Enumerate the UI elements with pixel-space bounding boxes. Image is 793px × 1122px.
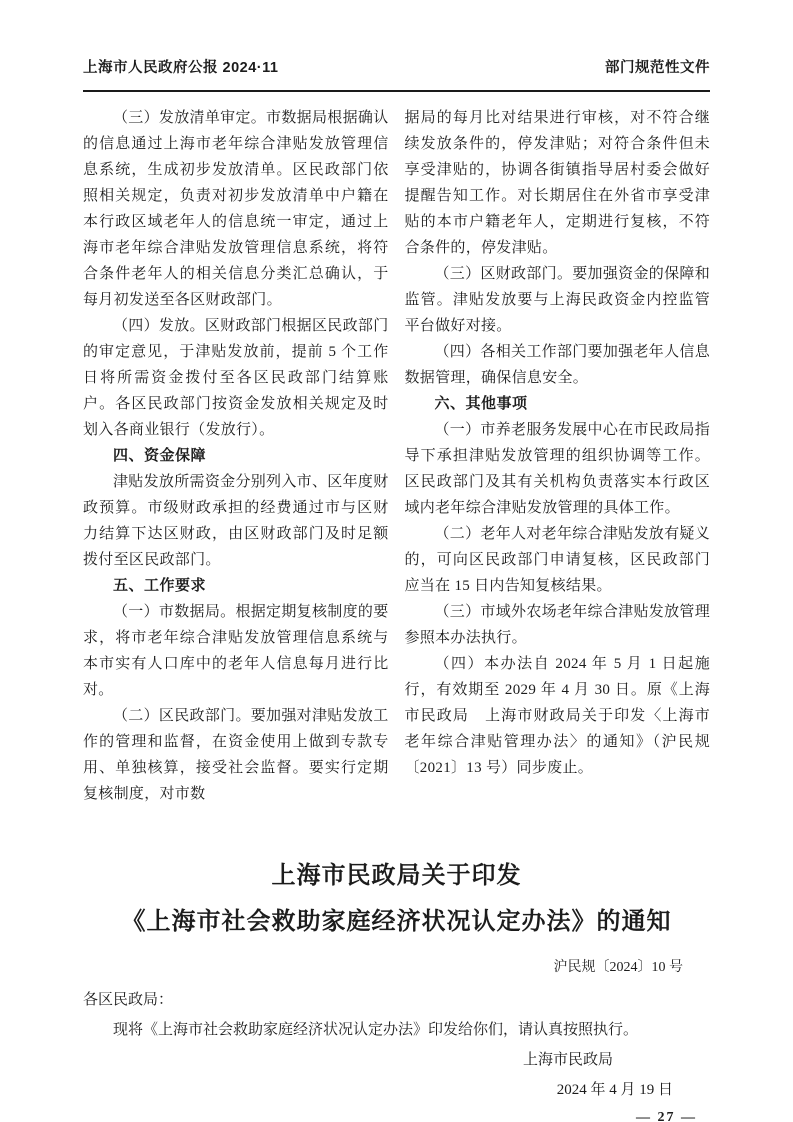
paragraph: （一）市数据局。根据定期复核制度的要求，将市老年综合津贴发放管理信息系统与本市实有人口库中的老年人信息每月进行比对。 (83, 604, 389, 698)
article-column-right (405, 105, 711, 807)
document-number: 沪民规〔2024〕10 号 (553, 960, 683, 975)
paragraph: （一）市养老服务发展中心在市民政局指导下承担津贴发放管理的组织协调等工作。区民政部门及其有关机构负责落实本行政区域内老年综合津贴发放管理的具体工作。 (404, 422, 710, 516)
section-heading: 六、其他事项 (434, 395, 528, 412)
paragraph: （三）区财政部门。要加强资金的保障和监管。津贴发放要与上海民政资金内控监管平台做好对接。 (404, 266, 710, 334)
paragraph: （二）区民政部门。要加强对津贴发放工作的管理和监督，在资金使用上做到专款专用、单独核算，接受社会监督。要实行定期复核制度，对市数 (83, 708, 389, 802)
paragraph: （四）本办法自 2024 年 5 月 1 日起施行，有效期至 2029 年 4 月 30 日。原《上海市民政局 上海市财政局关于印发〈上海市老年综合津贴管理办法〉的通知》（沪民规〔2021〕13 号）同步废止。 (404, 656, 710, 776)
section-heading: 四、资金保障 (113, 447, 207, 464)
document-category-label: 部门规范性文件 (605, 60, 710, 76)
notice-title-line2: 《上海市社会救助家庭经济状况认定办法》的通知 (121, 908, 672, 935)
issue-date: 2024 年 4 月 19 日 (556, 1082, 673, 1098)
paragraph: 据局的每月比对结果进行审核，对不符合继续发放条件的，停发津贴；对符合条件但未享受津贴的，协调各街镇指导居村委会做好提醒告知工作。对长期居住在外省市享受津贴的本市户籍老年人，定期进行复核，不符合条件的，停发津贴。 (404, 110, 710, 256)
paragraph: （四）发放。区财政部门根据区民政部门的审定意见，于津贴发放前，提前 5 个工作日将所需资金拨付至各区民政部门结算账户。各区民政部门按资金发放相关规定及时划入各商业银行（发放行）。 (83, 318, 389, 438)
section-heading: 五、工作要求 (113, 577, 207, 594)
paragraph: （四）各相关工作部门要加强老年人信息数据管理，确保信息安全。 (404, 344, 710, 386)
gazette-issue-label: 上海市人民政府公报 2024·11 (83, 60, 279, 76)
page-header (83, 0, 710, 92)
issuing-authority-signature: 上海市民政局 (522, 1052, 613, 1068)
salutation: 各区民政局： (83, 992, 174, 1008)
paragraph: （二）老年人对老年综合津贴发放有疑义的，可向区民政部门申请复核，区民政部门应当在 15 日内告知复核结果。 (404, 526, 710, 594)
article-body-columns (83, 105, 710, 807)
paragraph: （三）发放清单审定。市数据局根据确认的信息通过上海市老年综合津贴发放管理信息系统，生成初步发放清单。区民政部门依照相关规定，负责对初步发放清单中户籍在本行政区域老年人的信息统一审定，通过上海市老年综合津贴发放管理信息系统，将符合条件老年人的相关信息分类汇总确认，于每月初发送至各区财政部门。 (83, 110, 389, 308)
paragraph: （三）市域外农场老年综合津贴发放管理参照本办法执行。 (404, 604, 710, 646)
notice-title (83, 853, 710, 945)
notice-body-paragraph: 现将《上海市社会救助家庭经济状况认定办法》印发给你们，请认真按照执行。 (113, 1022, 639, 1038)
paragraph: 津贴发放所需资金分别列入市、区年度财政预算。市级财政承担的经费通过市与区财力结算下达区财政，由区财政部门及时足额拨付至区民政部门。 (83, 474, 389, 568)
article-column-left (83, 105, 389, 807)
notice-title-line1: 上海市民政局关于印发 (271, 862, 522, 889)
page-number: — 27 — (636, 1110, 697, 1122)
